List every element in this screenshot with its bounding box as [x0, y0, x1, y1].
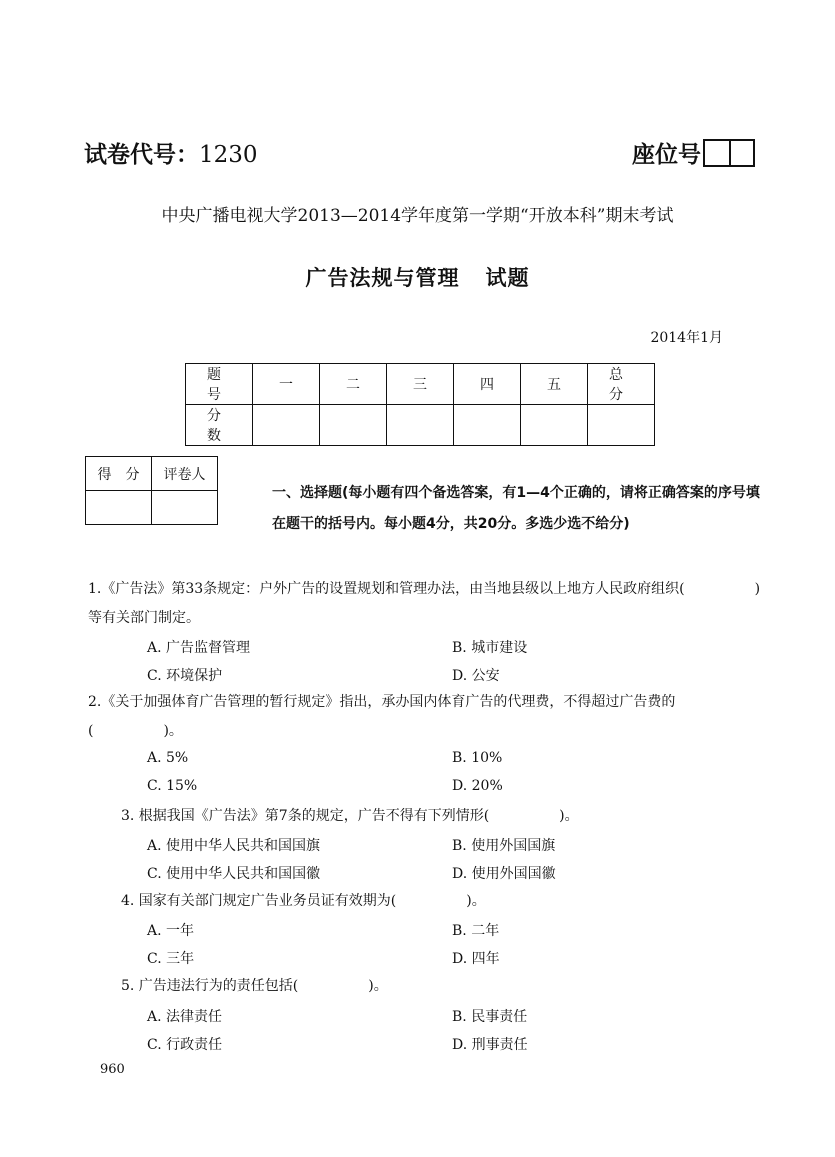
- score-value-cell: [253, 405, 320, 446]
- score-value-cell: [387, 405, 454, 446]
- score-table-value-row: [186, 405, 655, 446]
- option-3c: C. 使用中华人民共和国国徽: [147, 866, 321, 882]
- score-row-label: 分 数: [186, 405, 253, 446]
- score-value-cell: [521, 405, 588, 446]
- page-title: [0, 262, 835, 292]
- seat-number-label: 座位号: [632, 142, 701, 168]
- option-3d: D. 使用外国国徽: [452, 866, 556, 882]
- option-1c: C. 环境保护: [147, 668, 223, 684]
- exam-date: 2014年1月: [650, 330, 723, 346]
- question-stem: 3. 根据我国《广告法》第7条的规定，广告不得有下列情形( )。: [121, 808, 579, 824]
- option-2a: A. 5%: [147, 750, 189, 766]
- score-value-cell: [320, 405, 387, 446]
- section-heading: 一、选择题(每小题有四个备选答案，有1—4个正确的，请将正确答案的序号填在题干的括号内。每小题4分，共20分。多选少选不给分): [272, 485, 760, 532]
- university-line: 中央广播电视大学2013—2014学年度第一学期“开放本科”期末考试: [161, 206, 674, 226]
- question-stem: 2.《关于加强体育广告管理的暂行规定》指出，承办国内体育广告的代理费，不得超过广告费的( )。: [88, 694, 676, 739]
- question-stem: 1.《广告法》第33条规定：户外广告的设置规划和管理办法，由当地县级以上地方人民政府组织( )等有关部门制定。: [88, 581, 761, 626]
- option-4a: A. 一年: [147, 923, 195, 939]
- question-stem: 5. 广告违法行为的责任包括( )。: [121, 978, 388, 994]
- option-4c: C. 三年: [147, 951, 195, 967]
- exam-code-label: 试卷代号：: [84, 142, 199, 168]
- option-4b: B. 二年: [452, 923, 500, 939]
- question-3: [121, 802, 801, 831]
- option-1d: D. 公安: [452, 668, 500, 684]
- option-3a: A. 使用中华人民共和国国旗: [147, 838, 321, 854]
- seat-number-boxes: [703, 139, 755, 167]
- score-value-cell: [454, 405, 521, 446]
- question-stem: 4. 国家有关部门规定广告业务员证有效期为( )。: [121, 893, 486, 909]
- grader-score-header: 得 分: [86, 457, 152, 491]
- option-4d: D. 四年: [452, 951, 500, 967]
- score-header-cell: 题 号: [186, 364, 253, 405]
- exam-code: [84, 136, 258, 169]
- grader-name-cell: [152, 491, 218, 525]
- score-header-cell: 总 分: [588, 364, 655, 405]
- option-1b: B. 城市建设: [452, 640, 528, 656]
- page-number: 960: [100, 1062, 125, 1077]
- option-5b: B. 民事责任: [452, 1009, 528, 1025]
- grader-name-header: 评卷人: [152, 457, 218, 491]
- seat-number: [632, 136, 755, 169]
- grader-table: [85, 456, 218, 525]
- seat-box: [729, 141, 753, 165]
- title-subject: 广告法规与管理: [305, 266, 460, 290]
- score-table: [185, 363, 655, 446]
- option-5c: C. 行政责任: [147, 1037, 223, 1053]
- question-2: [88, 688, 768, 746]
- score-header-cell: 五: [521, 364, 588, 405]
- score-header-cell: 二: [320, 364, 387, 405]
- option-1a: A. 广告监督管理: [147, 640, 251, 656]
- option-2b: B. 10%: [452, 750, 503, 766]
- option-5a: A. 法律责任: [147, 1009, 223, 1025]
- score-table-header-row: [186, 364, 655, 405]
- title-suffix: 试题: [485, 266, 530, 290]
- option-2c: C. 15%: [147, 778, 198, 794]
- score-header-cell: 四: [454, 364, 521, 405]
- score-header-cell: 三: [387, 364, 454, 405]
- grader-score-cell: [86, 491, 152, 525]
- score-value-cell: [588, 405, 655, 446]
- option-3b: B. 使用外国国旗: [452, 838, 556, 854]
- score-header-cell: 一: [253, 364, 320, 405]
- seat-box: [705, 141, 729, 165]
- question-1: [88, 575, 768, 633]
- question-4: [121, 887, 801, 916]
- option-2d: D. 20%: [452, 778, 503, 794]
- question-5: [121, 972, 801, 1001]
- option-5d: D. 刑事责任: [452, 1037, 528, 1053]
- exam-code-value: 1230: [199, 142, 258, 168]
